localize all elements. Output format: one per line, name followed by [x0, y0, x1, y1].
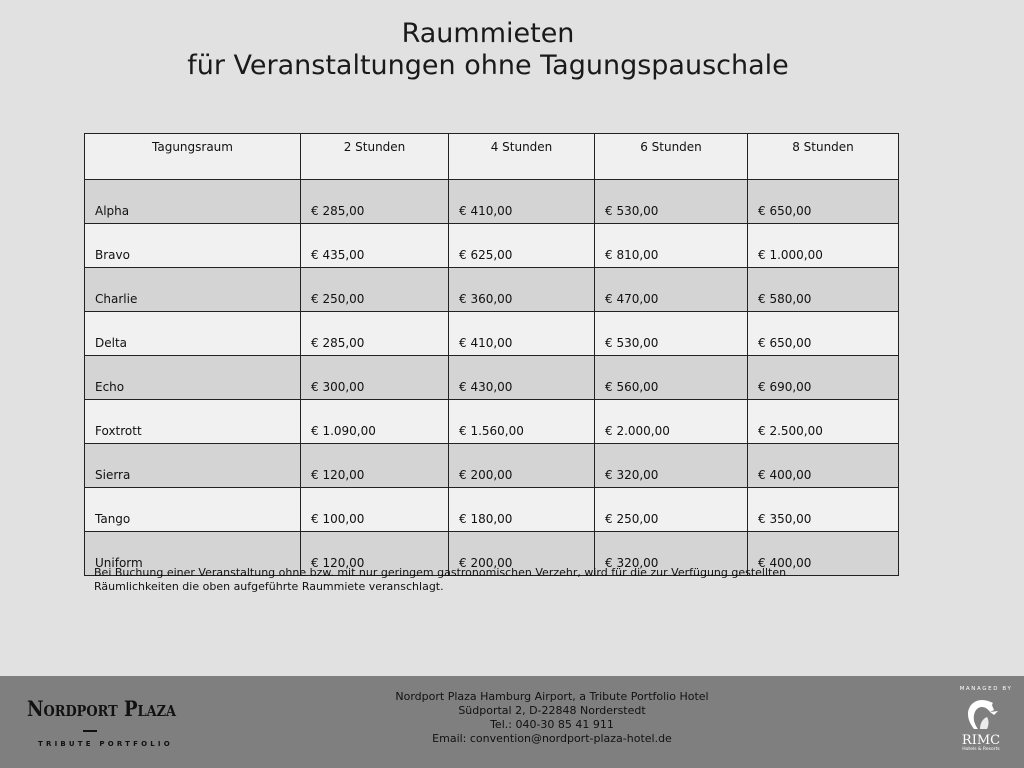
price-cell: € 120,00 — [301, 532, 449, 576]
logo-subtitle: TRIBUTE PORTFOLIO — [38, 740, 173, 748]
price-cell: € 410,00 — [449, 180, 595, 224]
rimc-subtitle: Hotels & Resorts — [962, 747, 1000, 752]
price-cell: € 285,00 — [301, 180, 449, 224]
rimc-logo — [946, 686, 1016, 766]
table-row — [85, 488, 899, 532]
price-cell: € 1.000,00 — [748, 224, 899, 268]
table-row — [85, 180, 899, 224]
title-line-1: Raummieten — [401, 18, 575, 49]
room-name: Delta — [85, 312, 301, 356]
price-cell: € 650,00 — [748, 312, 899, 356]
note-line-2: Räumlichkeiten die oben aufgeführte Raummiete veranschlagt. — [94, 580, 444, 593]
price-cell: € 400,00 — [748, 444, 899, 488]
price-cell: € 400,00 — [748, 532, 899, 576]
price-cell: € 360,00 — [449, 268, 595, 312]
table-row — [85, 356, 899, 400]
table-row — [85, 224, 899, 268]
price-cell: € 200,00 — [449, 444, 595, 488]
price-cell: € 430,00 — [449, 356, 595, 400]
room-name: Foxtrott — [85, 400, 301, 444]
header-2h: 2 Stunden — [301, 134, 449, 180]
table-header-row — [85, 134, 899, 180]
price-cell: € 300,00 — [301, 356, 449, 400]
price-cell: € 100,00 — [301, 488, 449, 532]
title-line-2: für Veranstaltungen ohne Tagungspauschale — [187, 50, 789, 81]
room-name: Uniform — [85, 532, 301, 576]
price-cell: € 560,00 — [595, 356, 748, 400]
logo-divider — [83, 730, 97, 732]
room-name: Sierra — [85, 444, 301, 488]
price-cell: € 690,00 — [748, 356, 899, 400]
nordport-plaza-logo — [27, 686, 177, 764]
room-name: Tango — [85, 488, 301, 532]
table-row — [85, 444, 899, 488]
price-cell: € 470,00 — [595, 268, 748, 312]
contact-block — [340, 690, 764, 746]
price-cell: € 250,00 — [301, 268, 449, 312]
header-room: Tagungsraum — [85, 134, 301, 180]
page-title — [0, 18, 976, 82]
header-6h: 6 Stunden — [595, 134, 748, 180]
price-cell: € 350,00 — [748, 488, 899, 532]
contact-address: Südportal 2, D-22848 Norderstedt — [458, 704, 646, 717]
contact-phone: Tel.: 040-30 85 41 911 — [490, 718, 614, 731]
price-cell: € 180,00 — [449, 488, 595, 532]
price-cell: € 810,00 — [595, 224, 748, 268]
booking-note — [94, 566, 854, 594]
price-cell: € 2.500,00 — [748, 400, 899, 444]
room-rates-table — [84, 133, 899, 576]
price-cell: € 580,00 — [748, 268, 899, 312]
price-cell: € 530,00 — [595, 312, 748, 356]
price-cell: € 250,00 — [595, 488, 748, 532]
table-row — [85, 268, 899, 312]
managed-by-label: MANAGED BY — [959, 686, 1013, 692]
price-cell: € 625,00 — [449, 224, 595, 268]
room-name: Bravo — [85, 224, 301, 268]
rimc-name: RIMC — [961, 733, 1001, 748]
price-cell: € 200,00 — [449, 532, 595, 576]
header-4h: 4 Stunden — [449, 134, 595, 180]
logo-name: Nordport Plaza — [27, 696, 177, 721]
price-cell: € 1.090,00 — [301, 400, 449, 444]
header-8h: 8 Stunden — [748, 134, 899, 180]
room-name: Echo — [85, 356, 301, 400]
contact-email: Email: convention@nordport-plaza-hotel.de — [432, 732, 672, 745]
eagle-icon — [960, 698, 1004, 732]
price-cell: € 410,00 — [449, 312, 595, 356]
price-cell: € 1.560,00 — [449, 400, 595, 444]
price-cell: € 285,00 — [301, 312, 449, 356]
price-cell: € 120,00 — [301, 444, 449, 488]
price-cell: € 320,00 — [595, 444, 748, 488]
footer-bar — [0, 676, 1024, 768]
price-cell: € 320,00 — [595, 532, 748, 576]
price-cell: € 435,00 — [301, 224, 449, 268]
price-cell: € 650,00 — [748, 180, 899, 224]
table-row — [85, 400, 899, 444]
room-name: Alpha — [85, 180, 301, 224]
price-cell: € 2.000,00 — [595, 400, 748, 444]
contact-hotel: Nordport Plaza Hamburg Airport, a Tribute Portfolio Hotel — [395, 690, 709, 703]
note-line-1: Bei Buchung einer Veranstaltung ohne bzw. mit nur geringem gastronomischen Verzehr, wird für die zur Verfügung gestellten — [94, 566, 787, 579]
price-cell: € 530,00 — [595, 180, 748, 224]
room-name: Charlie — [85, 268, 301, 312]
table-row — [85, 312, 899, 356]
